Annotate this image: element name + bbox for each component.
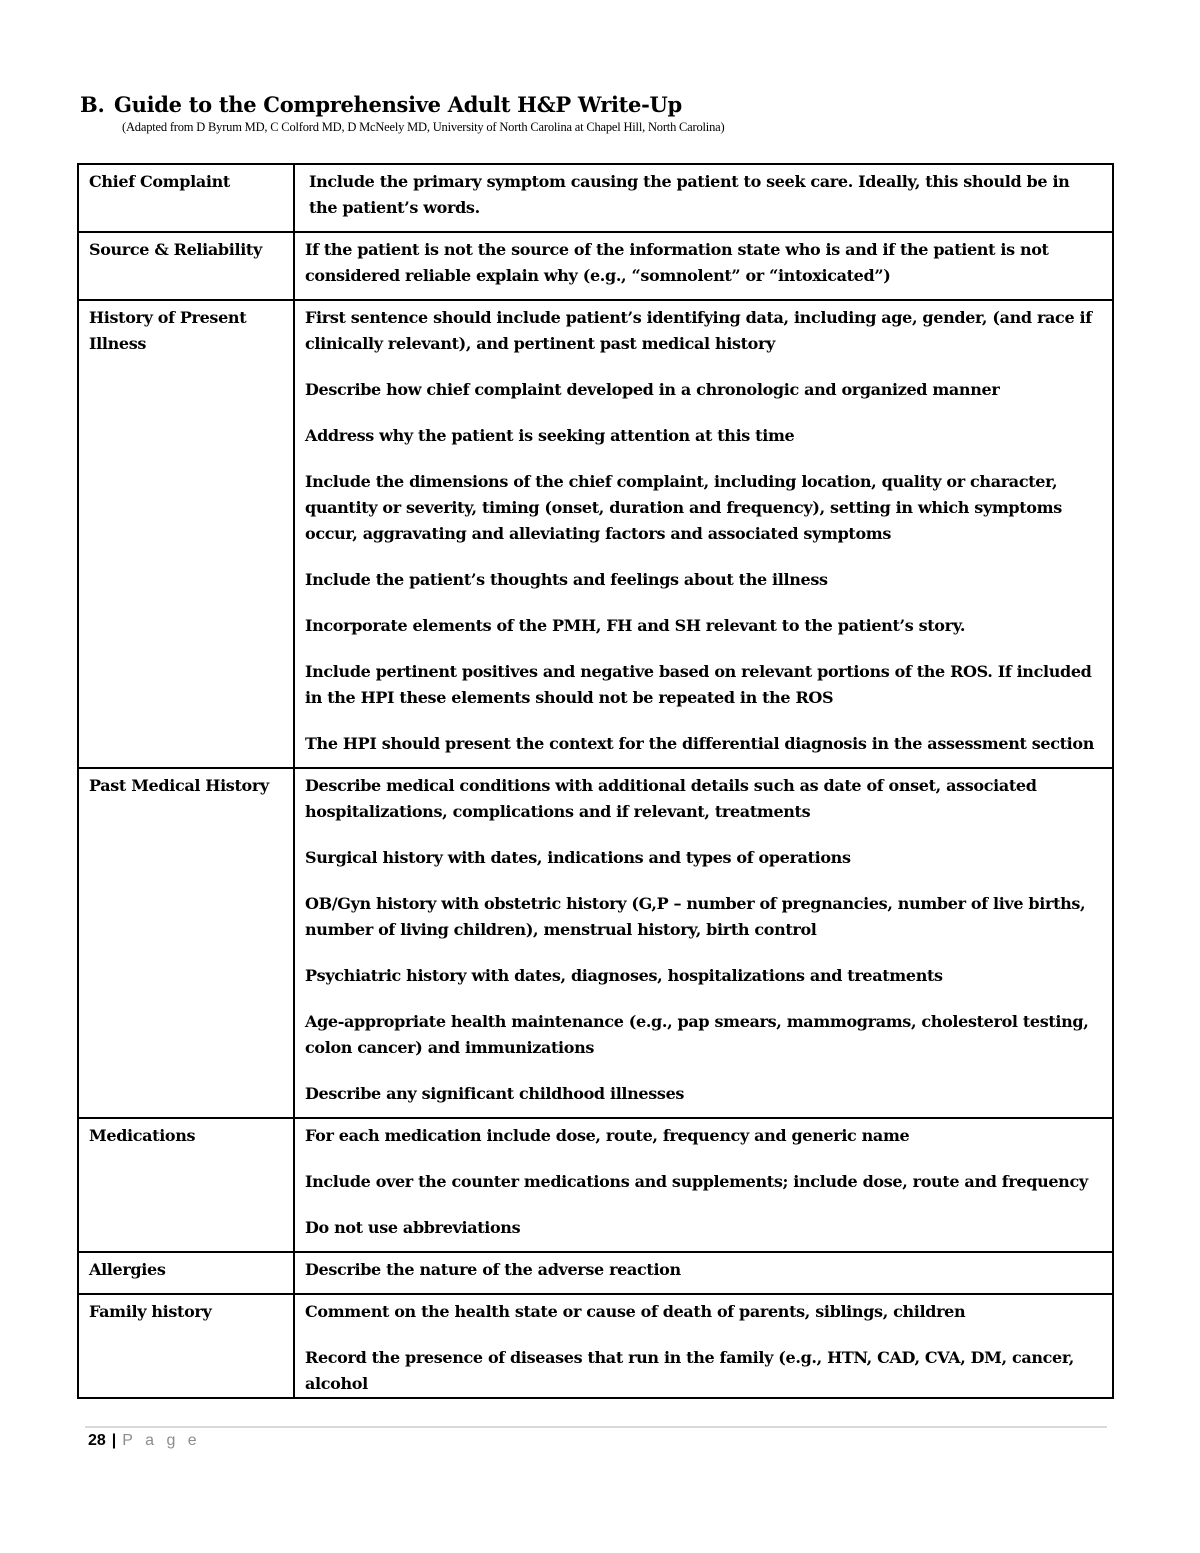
row-label: Chief Complaint xyxy=(78,164,294,232)
row-content xyxy=(294,300,1113,768)
row-label: Past Medical History xyxy=(78,768,294,1118)
table-row-chief-complaint xyxy=(78,164,1113,232)
guideline-item: Describe the nature of the adverse reaction xyxy=(305,1260,681,1279)
guideline-item: Describe any significant childhood illnesses xyxy=(305,1084,685,1103)
section-title: Guide to the Comprehensive Adult H&P Write-Up xyxy=(114,92,682,117)
guideline-item: The HPI should present the context for the differential diagnosis in the assessment section xyxy=(305,734,1094,753)
guideline-item: Psychiatric history with dates, diagnoses, hospitalizations and treatments xyxy=(305,966,943,985)
footer-separator: | xyxy=(111,1432,117,1449)
table-row-allergies xyxy=(78,1252,1113,1294)
table-row-past-medical-history xyxy=(78,768,1113,1118)
guideline-item: First sentence should include patient’s identifying data, including age, gender, (and race if clinically relevant), and pertinent past medical history xyxy=(305,308,1092,353)
row-label: Source & Reliability xyxy=(78,232,294,300)
row-content xyxy=(294,1118,1113,1252)
attribution-subtitle: (Adapted from D Byrum MD, C Colford MD, D McNeely MD, University of North Carolina at Chapel Hill, North Carolina) xyxy=(122,120,725,134)
table-row-hpi xyxy=(78,300,1113,768)
guideline-item: Include pertinent positives and negative based on relevant portions of the ROS. If included in the HPI these elements should not be repeated in the ROS xyxy=(305,662,1092,707)
row-content xyxy=(294,232,1113,300)
guideline-item: Surgical history with dates, indications and types of operations xyxy=(305,848,851,867)
guideline-item: For each medication include dose, route, frequency and generic name xyxy=(305,1126,910,1145)
row-label: History of Present Illness xyxy=(78,300,294,768)
row-label: Medications xyxy=(78,1118,294,1252)
guideline-item: Comment on the health state or cause of death of parents, siblings, children xyxy=(305,1302,966,1321)
guideline-item: Include the primary symptom causing the patient to seek care. Ideally, this should be in the patient’s words. xyxy=(309,172,1070,217)
guideline-item: Include over the counter medications and supplements; include dose, route and frequency xyxy=(305,1172,1088,1191)
guideline-item: Describe medical conditions with additional details such as date of onset, associated hospitalizations, complications and if relevant, treatments xyxy=(305,776,1037,821)
page-number: 28 xyxy=(88,1432,106,1449)
footer-divider xyxy=(85,1426,1107,1428)
guideline-item: Age-appropriate health maintenance (e.g., pap smears, mammograms, cholesterol testing, colon cancer) and immunizations xyxy=(305,1012,1089,1057)
section-letter: B. xyxy=(80,92,105,117)
guideline-item: Include the dimensions of the chief complaint, including location, quality or character, quantity or severity, timing (onset, duration and frequency), setting in which symptoms occur, aggravating and alleviating factors and associated symptoms xyxy=(305,472,1062,543)
page-footer xyxy=(88,1432,201,1450)
hp-guide-table xyxy=(77,163,1114,1399)
page-label: P a g e xyxy=(122,1432,201,1449)
guideline-item: OB/Gyn history with obstetric history (G,P – number of pregnancies, number of live births, number of living children), menstrual history, birth control xyxy=(305,894,1086,939)
guideline-item: Incorporate elements of the PMH, FH and SH relevant to the patient’s story. xyxy=(305,616,966,635)
table-row-family-history xyxy=(78,1294,1113,1398)
table-row-medications xyxy=(78,1118,1113,1252)
row-content xyxy=(294,768,1113,1118)
guideline-item: If the patient is not the source of the information state who is and if the patient is not considered reliable explain why (e.g., “somnolent” or “intoxicated”) xyxy=(305,240,1049,285)
guideline-item: Include the patient’s thoughts and feelings about the illness xyxy=(305,570,828,589)
guideline-item: Record the presence of diseases that run in the family (e.g., HTN, CAD, CVA, DM, cancer, alcohol xyxy=(305,1348,1075,1393)
guideline-item: Describe how chief complaint developed in a chronologic and organized manner xyxy=(305,380,1000,399)
row-label: Allergies xyxy=(78,1252,294,1294)
row-label: Family history xyxy=(78,1294,294,1398)
section-heading xyxy=(80,92,682,117)
row-content xyxy=(294,164,1113,232)
row-content xyxy=(294,1294,1113,1398)
table-row-source-reliability xyxy=(78,232,1113,300)
row-content xyxy=(294,1252,1113,1294)
guideline-item: Do not use abbreviations xyxy=(305,1218,521,1237)
guideline-item: Address why the patient is seeking attention at this time xyxy=(305,426,795,445)
